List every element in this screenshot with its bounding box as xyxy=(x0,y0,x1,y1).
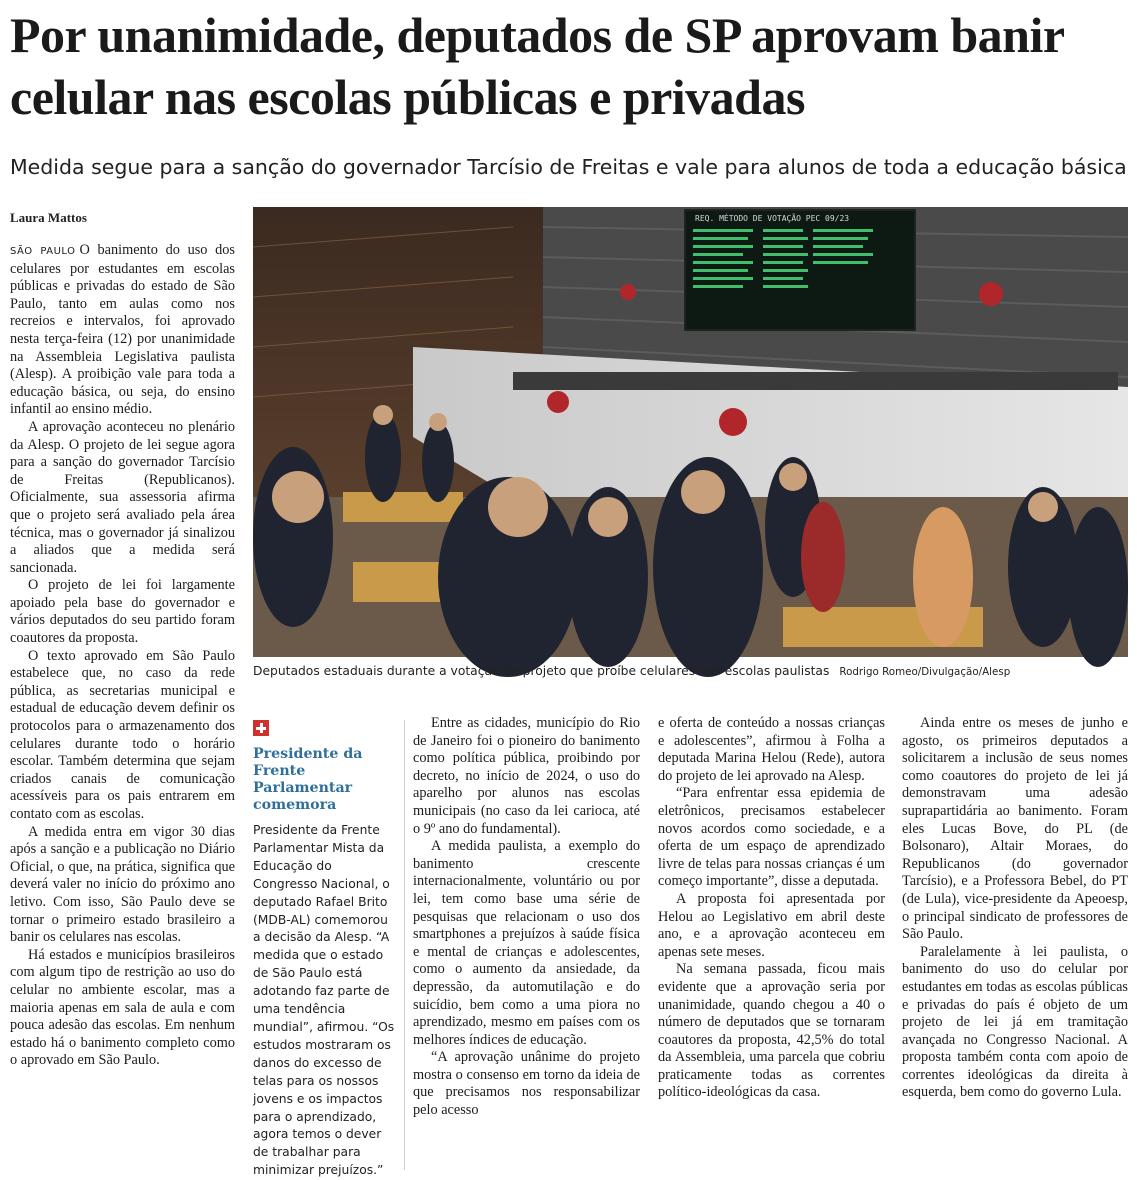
article-column-1 xyxy=(10,242,235,1172)
article-column-3 xyxy=(413,715,640,1170)
paragraph: Paralelamente à lei paulista, o banimento do uso do celular por estudantes em todas as escolas públicas e privadas do país é objeto de um projeto de lei já em tramitação avançada no Congresso Nacional. A proposta também conta com apoio de correntes ideológicas da direita à esquerda, bem como do governo Lula. xyxy=(902,943,1128,1101)
headline: Por unanimidade, deputados de SP aprovam banir celular nas escolas públicas e privadas xyxy=(10,7,1064,125)
sidebar-body: Presidente da Frente Parlamentar Mista da Educação do Congresso Nacional, o deputado Rafael Brito (MDB-AL) comemorou a decisão da Alesp. “A medida que o estado de São Paulo está adotando faz parte de uma tendência mundial”, afirmou. “Os estudos mostraram os danos do excesso de telas para os nossos jovens e os impactos para o aprendizado, agora temos o dever de trabalhar para minimizar prejuízos.” xyxy=(253,823,395,1178)
vote-screen-title: REQ. MÉTODO DE VOTAÇÃO PEC 09/23 xyxy=(695,214,850,223)
paragraph: “Para enfrentar essa epidemia de eletrônicos, precisamos estabelecer novos acordos como sociedade, e a oferta de um espaço de aprendizado livre de telas para nossas crianças é um começo importante”, disse a deputada. xyxy=(658,785,885,890)
dateline: SÃO PAULO xyxy=(10,246,76,257)
photo-credit: Rodrigo Romeo/Divulgação/Alesp xyxy=(839,666,1011,678)
article-column-4 xyxy=(658,715,885,1170)
paragraph: A aprovação aconteceu no plenário da Alesp. O projeto de lei segue agora para a sanção do governador Tarcísio de Freitas (Republicanos). Oficialmente, sua assessoria afirma que o projeto será avaliado pela área técnica, mas o governador já sinalizou a aliados que a medida será sancionada. xyxy=(10,418,235,576)
paragraph: Ainda entre os meses de junho e agosto, os primeiros deputados a solicitarem a inclusão de seus nomes como coautores do projeto de lei já demonstravam uma adesão suprapartidária ao banimento. Foram eles Lucas Bove, do PL (de Bolsonaro), Altair Moraes, do Republicanos (do governador Tarcísio), e a Professora Bebel, do PT (de Lula), vice-presidente da Apeoesp, o principal sindicato de professores de São Paulo. xyxy=(902,715,1128,943)
paragraph: e oferta de conteúdo a nossas crianças e adolescentes”, afirmou à Folha a deputada Marina Helou (Rede), autora do projeto de lei aprovado na Alesp. xyxy=(658,715,885,784)
paragraph: Entre as cidades, município do Rio de Janeiro foi o pioneiro do banimento como política pública, proibindo por decreto, no início de 2024, o uso do aparelho por alunos nas escolas municipais (no caso da lei carioca, até o 9º ano do fundamental). xyxy=(413,715,640,837)
paragraph: O texto aprovado em São Paulo estabelece que, no caso da rede pública, as secretarias municipal e estadual de educação devem definir os protocolos para o armazenamento dos celulares durante todo o horário escolar. Também determina que sejam criados canais de comunicação acessíveis para os pais entrarem em contato com as escolas. xyxy=(10,647,235,822)
sidebar-title: Presidente da Frente Parlamentar comemora xyxy=(253,746,363,813)
caption-text: Deputados estaduais durante a votação do projeto que proíbe celulares nas escolas paulistas xyxy=(253,664,830,678)
paragraph: “A aprovação unânime do projeto mostra o consenso em torno da ideia de que precisamos nos responsabilizar pelo acesso xyxy=(413,1049,640,1119)
subtitle: Medida segue para a sanção do governador Tarcísio de Freitas e vale para alunos de toda a educação básica xyxy=(10,155,1127,179)
swiss-flag-icon xyxy=(253,720,269,736)
article-column-5 xyxy=(902,715,1128,1170)
paragraph: A medida paulista, a exemplo do banimento crescente internacionalmente, voluntário ou por lei, tem como base uma série de pesquisas que relacionam o uso dos smartphones a prejuízos à saúde física e mental de crianças e adolescentes, como o aumento da ansiedade, da depressão, da automutilação e do suicídio, bem como a uma piora no aprendizado, mesmo em países com os melhores índices de educação. xyxy=(413,838,640,1048)
paragraph: A medida entra em vigor 30 dias após a sanção e a publicação no Diário Oficial, o que, na prática, significa que deverá valer no início do próximo ano letivo. Com isso, São Paulo deve se tornar o primeiro estado brasileiro a banir os celulares nas escolas. xyxy=(10,823,235,946)
paragraph: A proposta foi apresentada por Helou ao Legislativo em abril deste ano, e a aprovação aconteceu em apenas sete meses. xyxy=(658,890,885,960)
paragraph xyxy=(10,242,235,419)
sidebar-box xyxy=(253,720,396,1178)
photo-caption xyxy=(253,664,1128,678)
column-divider xyxy=(404,720,405,1170)
paragraph-text: O banimento do uso dos celulares por estudantes em escolas públicas e privadas do estado de São Paulo, tanto em aulas como nos recreios e intervalos, foi aprovado nesta terça-feira (12) por unanimidade na Assembleia Legislativa paulista (Alesp). A proibição vale para toda a educação básica, ou seja, do ensino infantil ao ensino médio. xyxy=(10,242,235,418)
paragraph: Há estados e municípios brasileiros com algum tipo de restrição ao uso do celular no ambiente escolar, mas a maioria apenas em sala de aula e com pouca adesão das escolas. Em nenhum estado há o banimento completo como o aprovado em São Paulo. xyxy=(10,946,235,1069)
paragraph: O projeto de lei foi largamente apoiado pela base do governador e vários deputados do seu partido foram coautores da proposta. xyxy=(10,577,235,647)
photo-plenary xyxy=(253,207,1128,657)
byline: Laura Mattos xyxy=(10,210,87,225)
paragraph: Na semana passada, ficou mais evidente que a aprovação seria por unanimidade, quando chegou a 40 o número de deputados que se tornaram coautores da proposta, 42,5% do total da Assembleia, uma parcela que cobriu praticamente todas as correntes político-ideológicas da casa. xyxy=(658,961,885,1101)
